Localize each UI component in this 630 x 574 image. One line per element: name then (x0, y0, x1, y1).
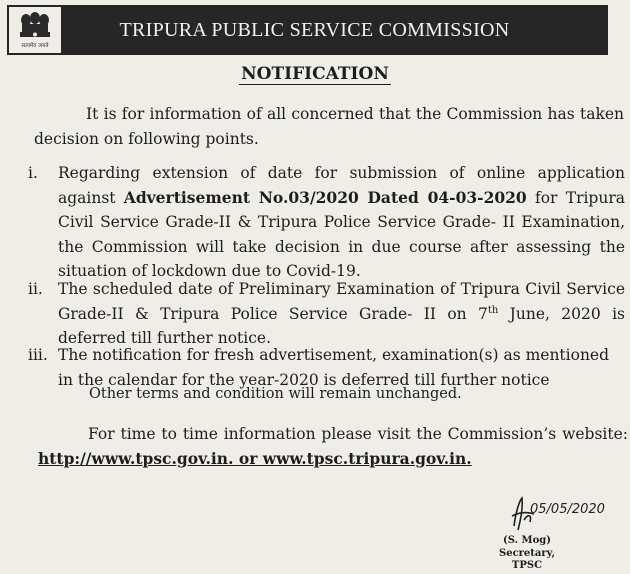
signature-date: 05/05/2020 (530, 502, 605, 517)
other-terms-note: Other terms and condition will remain unchanged. (89, 386, 462, 402)
list-item (28, 161, 625, 284)
notification-heading: NOTIFICATION (241, 64, 389, 84)
signatory-org: TPSC (511, 560, 543, 571)
emblem-caption: सत्यमेव जयते (21, 43, 49, 49)
national-emblem-icon (9, 7, 61, 53)
item-text: Regarding extension of date for submission of online application against Advertisement No.03/2020 Dated 04-03-2020 for Tripura Civil Service Grade-II & Tripura Police Service Grade- II Examination, the Commission will take decision in due course after assessing the situation of lockdown due to Covid-19. (58, 164, 625, 280)
item-number: ii. (28, 280, 43, 298)
item-number: i. (28, 164, 38, 182)
website-link[interactable]: http://www.tpsc.gov.in. or www.tpsc.tripura.gov.in. (38, 448, 472, 468)
intro-paragraph: It is for information of all concerned that the Commission has taken decision on following points. (34, 105, 624, 148)
advertisement-reference: Advertisement No.03/2020 Dated 04-03-2020 (123, 187, 527, 207)
list-item (28, 277, 625, 351)
list-item (28, 343, 625, 392)
signatory-block (487, 535, 567, 573)
item-text: The notification for fresh advertisement, examination(s) as mentioned in the calendar for the year-2020 is deferred till further notice (58, 346, 610, 389)
website-paragraph: For time to time information please visit the Commission’s website: http://www.tpsc.gov.in. or www.tpsc.tripura.gov.in. (38, 425, 628, 468)
signatory-name: (S. Mog) (502, 535, 552, 546)
item-text: The scheduled date of Preliminary Examination of Tripura Civil Service Grade-II & Tripura Police Service Grade- II on 7th June, 2020 is deferred till further notice. (58, 280, 625, 347)
signatory-title: Secretary, (498, 547, 555, 559)
commission-title: TRIPURA PUBLIC SERVICE COMMISSION (119, 18, 510, 41)
header-bar (7, 5, 608, 55)
item-number: iii. (28, 346, 48, 364)
